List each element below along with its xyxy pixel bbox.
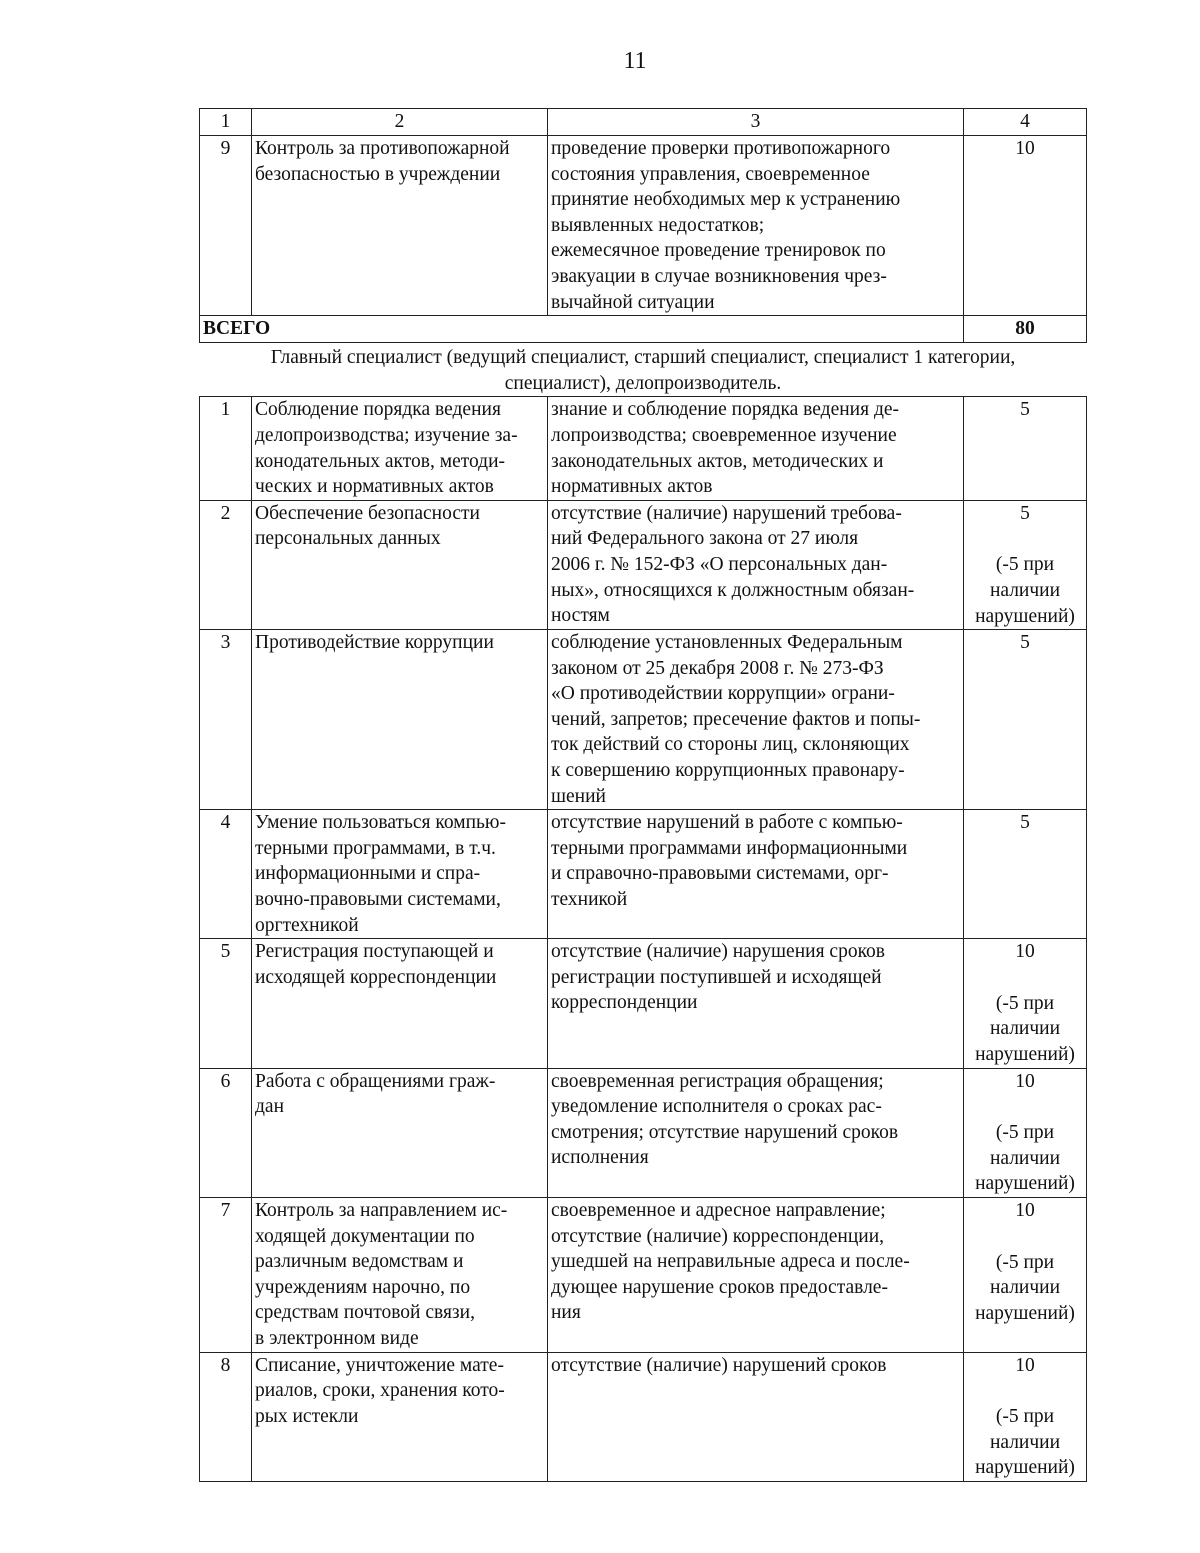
row-number: 2	[200, 500, 252, 629]
criterion-cell: Обеспечение безопасности персональных данных	[252, 500, 548, 629]
criteria-table	[199, 108, 1087, 1482]
points-cell	[964, 1197, 1087, 1352]
spacer	[967, 1094, 1083, 1120]
total-value: 80	[964, 316, 1087, 343]
criterion-cell: Умение пользоваться компью- терными программами, в т.ч. информационными и спра- вочно-правовыми системами, оргтехникой	[252, 810, 548, 939]
row-number: 7	[200, 1197, 252, 1352]
points-value: 10	[1015, 1354, 1035, 1376]
points-note: (-5 при наличии нарушений)	[975, 1406, 1075, 1479]
header-row	[200, 109, 1087, 136]
description-cell: отсутствие (наличие) нарушений сроков	[548, 1352, 964, 1481]
points-cell	[964, 500, 1087, 629]
total-row	[200, 316, 1087, 343]
description-cell: отсутствие нарушений в работе с компью- терными программами информационными и справочно-правовыми системами, орг- техникой	[548, 810, 964, 939]
points-value: 5	[1020, 632, 1030, 654]
points-cell	[964, 136, 1087, 316]
spacer	[967, 1224, 1083, 1250]
criterion-cell: Работа с обращениями граж- дан	[252, 1068, 548, 1197]
spacer	[967, 526, 1083, 552]
row-number: 1	[200, 397, 252, 500]
description-cell: своевременное и адресное направление; отсутствие (наличие) корреспонденции, ушедшей на неправильные адреса и после- дующее нарушение сроков предоставле- ния	[548, 1197, 964, 1352]
column-header: 4	[964, 109, 1087, 136]
description-cell: своевременная регистрация обращения; уведомление исполнителя о сроках рас- смотрения; отсутствие нарушений сроков исполнения	[548, 1068, 964, 1197]
points-cell	[964, 810, 1087, 939]
points-cell	[964, 397, 1087, 500]
points-note: (-5 при наличии нарушений)	[975, 992, 1075, 1065]
row-number: 3	[200, 630, 252, 810]
table-row	[200, 630, 1087, 810]
column-header: 3	[548, 109, 964, 136]
points-value: 10	[1015, 941, 1035, 963]
description-cell: проведение проверки противопожарного состояния управления, своевременное принятие необходимых мер к устранению выявленных недостатков; ежемесячное проведение тренировок по эвакуации в случае возникновения чрез- вычайной ситуации	[548, 136, 964, 316]
points-value: 10	[1015, 138, 1035, 159]
table-row	[200, 1197, 1087, 1352]
row-number: 9	[200, 136, 252, 316]
points-value: 5	[1020, 399, 1030, 421]
points-value: 10	[1015, 1070, 1035, 1092]
points-value: 5	[1020, 812, 1030, 834]
row-number: 8	[200, 1352, 252, 1481]
table-row	[200, 939, 1087, 1068]
points-note: (-5 при наличии нарушений)	[975, 1122, 1075, 1195]
row-number: 6	[200, 1068, 252, 1197]
points-cell	[964, 939, 1087, 1068]
criterion-cell: Контроль за направлением ис- ходящей документации по различным ведомствам и учреждениям нарочно, по средствам почтовой связи, в электронном виде	[252, 1197, 548, 1352]
table-row	[200, 500, 1087, 629]
points-cell	[964, 1068, 1087, 1197]
criterion-cell: Регистрация поступающей и исходящей корреспонденции	[252, 939, 548, 1068]
page-number: 11	[623, 48, 647, 74]
total-label: ВСЕГО	[200, 316, 964, 343]
table-row	[200, 810, 1087, 939]
description-cell: отсутствие (наличие) нарушений требова- ний Федерального закона от 27 июля 2006 г. № 152-ФЗ «О персональных дан- ных», относящихся к должностным обязан- ностям	[548, 500, 964, 629]
section-title: Главный специалист (ведущий специалист, старший специалист, специалист 1 категории, специалист), делопроизводитель.	[200, 343, 1087, 397]
spacer	[967, 1378, 1083, 1404]
spacer	[967, 965, 1083, 991]
points-note: (-5 при наличии нарушений)	[975, 554, 1075, 627]
row-number: 4	[200, 810, 252, 939]
description-cell: отсутствие (наличие) нарушения сроков регистрации поступившей и исходящей корреспонденции	[548, 939, 964, 1068]
column-header: 2	[252, 109, 548, 136]
row-number: 5	[200, 939, 252, 1068]
points-cell	[964, 1352, 1087, 1481]
description-cell: соблюдение установленных Федеральным законом от 25 декабря 2008 г. № 273-ФЗ «О противодействии коррупции» ограни- чений, запретов; пресечение фактов и попы- ток действий со стороны лиц, склоняющих к совершению коррупционных правонару- шений	[548, 630, 964, 810]
description-cell: знание и соблюдение порядка ведения де- лопроизводства; своевременное изучение законодательных актов, методических и нормативных актов	[548, 397, 964, 500]
table-row	[200, 1068, 1087, 1197]
table-row	[200, 397, 1087, 500]
table-row	[200, 136, 1087, 316]
section-row	[200, 343, 1087, 397]
criterion-cell: Списание, уничтожение мате- риалов, сроки, хранения кото- рых истекли	[252, 1352, 548, 1481]
points-value: 10	[1015, 1199, 1035, 1221]
criterion-cell: Противодействие коррупции	[252, 630, 548, 810]
points-value: 5	[1020, 502, 1030, 524]
criterion-cell: Соблюдение порядка ведения делопроизводства; изучение за- конодательных актов, методи- ческих и нормативных актов	[252, 397, 548, 500]
column-header: 1	[200, 109, 252, 136]
criterion-cell: Контроль за противопожарной безопасностью в учреждении	[252, 136, 548, 316]
table-row	[200, 1352, 1087, 1481]
points-cell	[964, 630, 1087, 810]
points-note: (-5 при наличии нарушений)	[975, 1251, 1075, 1324]
